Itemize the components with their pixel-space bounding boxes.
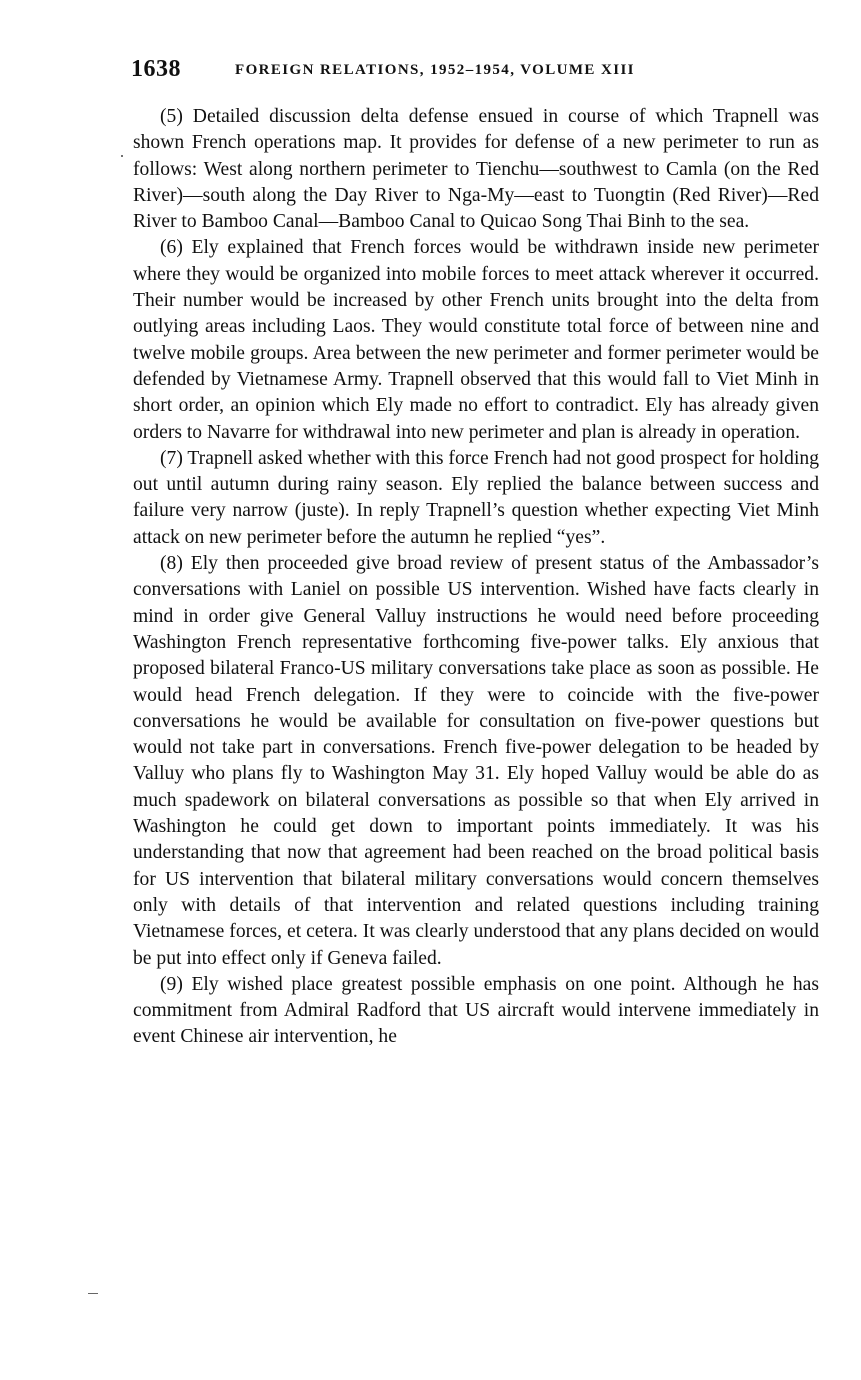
page-number: 1638 [131, 56, 181, 82]
page-header [131, 56, 691, 86]
paragraph-5: (5) Detailed discussion delta defense ensued in course of which Trapnell was shown French operations map. It provides for defense of a new perimeter to run as follows: West along northern perimeter to Tienchu—southwest to Camla (on the Red River)—south along the Day River to Nga-My—east to Tuongtin (Red River)—Red River to Bamboo Canal—Bamboo Canal to Quicao Song Thai Binh to the sea. [133, 106, 819, 233]
paragraph-7: (7) Trapnell asked whether with this force French had not good prospect for holding out until autumn during rainy season. Ely replied the balance between success and failure very narrow (juste). In reply Trapnell’s question whether expecting Viet Minh attack on new perimeter before the autumn he replied “yes”. [133, 447, 819, 548]
paragraph-9: (9) Ely wished place greatest possible emphasis on one point. Although he has commitment from Admiral Radford that US aircraft would intervene immediately in event Chinese air intervention, he [133, 973, 819, 1048]
body-text [133, 104, 819, 1051]
margin-dash [88, 1293, 98, 1294]
margin-dot [121, 155, 123, 157]
paragraph-6: (6) Ely explained that French forces would be withdrawn inside new perimeter where they would be organized into mobile forces to meet attack wherever it occurred. Their number would be increased by other French units brought into the delta from outlying areas including Laos. They would constitute total force of between nine and twelve mobile groups. Area between the new perimeter and former perimeter would be defended by Vietnamese Army. Trapnell observed that this would fall to Viet Minh in short order, an opinion which Ely made no effort to contradict. Ely has already given orders to Navarre for withdrawal into new perimeter and plan is already in operation. [133, 237, 819, 443]
running-title: FOREIGN RELATIONS, 1952–1954, VOLUME XIII [235, 62, 635, 78]
paragraph-8: (8) Ely then proceeded give broad review of present status of the Ambassador’s conversations with Laniel on possible US intervention. Wished have facts clearly in mind in order give General Valluy instructions he would need before proceeding Washington French representative forthcoming five-power talks. Ely anxious that proposed bilateral Franco-US military conversations take place as soon as possible. He would head French delegation. If they were to coincide with the five-power conversations he would be available for consultation on five-power questions but would not take part in conversations. French five-power delegation to be headed by Valluy who plans fly to Washington May 31. Ely hoped Valluy would be able do as much spadework on bilateral conversations as possible so that when Ely arrived in Washington he could get down to important points immediately. It was his understanding that now that agreement had been reached on the broad political basis for US intervention that bilateral military conversations would concern themselves only with details of that intervention and related questions including training Vietnamese forces, et cetera. It was clearly understood that any plans decided on would be put into effect only if Geneva failed. [133, 553, 819, 969]
